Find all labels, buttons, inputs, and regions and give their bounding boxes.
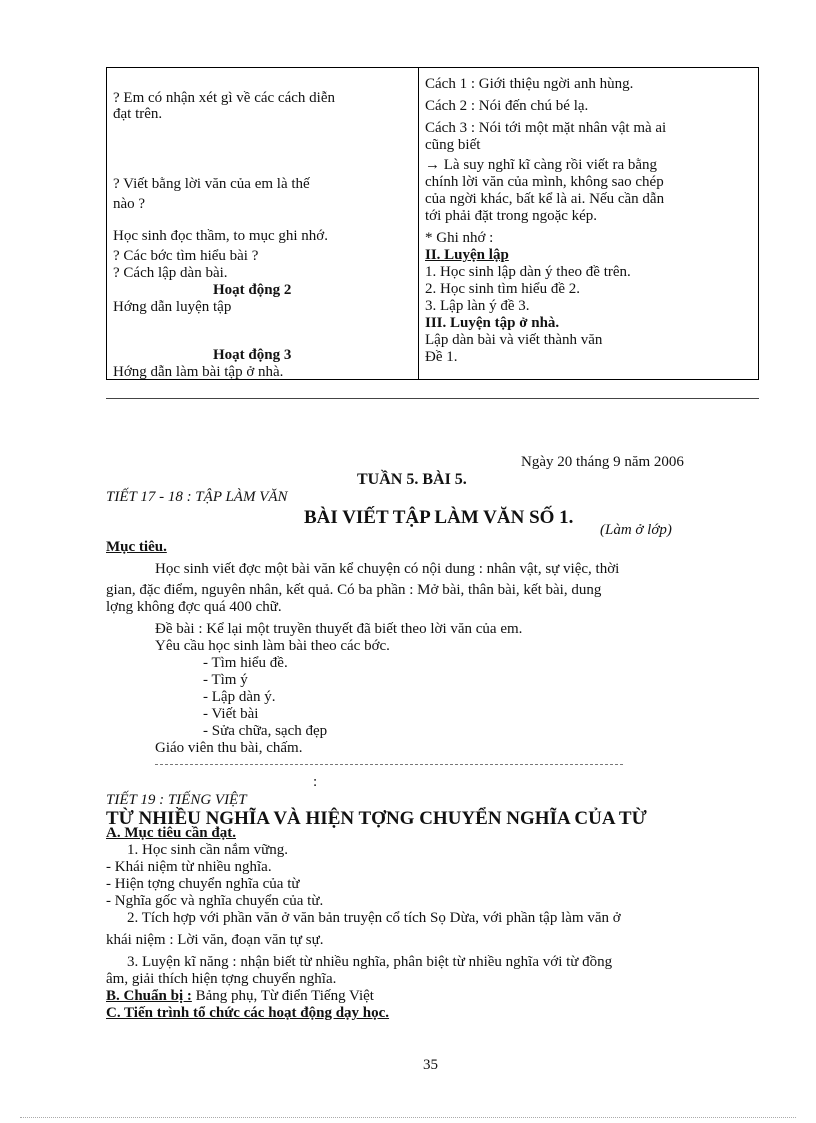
left-col-line-1: ? Em có nhận xét gì về các cách diễn xyxy=(113,90,335,106)
section-b-text: Bảng phụ, Từ điển Tiếng Việt xyxy=(191,988,374,1004)
practice-heading: II. Luyện lập xyxy=(425,247,509,263)
step-item: - Tìm hiểu đề. xyxy=(203,655,288,671)
lesson-1-title-note: (Làm ở lớp) xyxy=(600,522,672,538)
table-column-divider xyxy=(418,68,419,379)
right-col-line-2: Cách 2 : Nói đến chú bé lạ. xyxy=(425,98,589,114)
right-col-line-16: Đề 1. xyxy=(425,349,458,365)
date-line: Ngày 20 tháng 9 năm 2006 xyxy=(521,454,684,470)
right-col-line-11: 1. Học sinh lập dàn ý theo đề trên. xyxy=(425,264,631,280)
lesson-2-title: TỪ NHIỀU NGHĨA VÀ HIỆN TỢNG CHUYỂN NGHĨA CỦA TỪ xyxy=(106,808,647,829)
lesson-2-item-2-line-2: khái niệm : Lời văn, đoạn văn tự sự. xyxy=(106,932,324,948)
colon-mark: : xyxy=(313,774,318,790)
left-col-line-3: ? Viết bằng lời văn của em là thế xyxy=(113,176,310,192)
lesson-1-closing: Giáo viên thu bài, chấm. xyxy=(155,740,303,756)
week-line: TUẦN 5. BÀI 5. xyxy=(357,471,467,488)
lesson-1-request: Yêu cầu học sinh làm bài theo các bớc. xyxy=(155,638,390,654)
lesson-2-sub-2: - Hiện tợng chuyển nghĩa của từ xyxy=(106,876,300,892)
objective-heading: Mục tiêu. xyxy=(106,539,167,555)
lesson-1-para-1: Học sinh viết đợc một bài văn kể chuyện có nội dung : nhân vật, sự việc, thời xyxy=(155,561,620,577)
lesson-1-title: BÀI VIẾT TẬP LÀM VĂN SỐ 1. xyxy=(304,507,574,528)
right-col-line-4: cũng biết xyxy=(425,137,481,153)
right-col-line-13: 3. Lập làn ý đề 3. xyxy=(425,298,530,314)
lesson-2-label: TIẾT 19 : TIẾNG VIỆT xyxy=(106,792,247,808)
lesson-1-topic: Đề bài : Kể lại một truyền thuyết đã biết theo lời văn của em. xyxy=(155,621,523,637)
right-col-line-15: Lập dàn bài và viết thành văn xyxy=(425,332,603,348)
left-col-line-5: Học sinh đọc thầm, to mục ghi nhớ. xyxy=(113,228,328,244)
right-col-line-12: 2. Học sinh tìm hiểu đề 2. xyxy=(425,281,580,297)
lesson-2-item-2-line-1: 2. Tích hợp với phần văn ở văn bản truyện cổ tích Sọ Dừa, với phần tập làm văn ở xyxy=(127,910,621,926)
right-col-line-6: chính lời văn của mình, không sao chép xyxy=(425,174,664,190)
right-col-line-9: * Ghi nhớ : xyxy=(425,230,494,246)
activity-2-heading: Hoạt động 2 xyxy=(213,282,292,298)
lesson-2-sub-1: - Khái niệm từ nhiều nghĩa. xyxy=(106,859,272,875)
right-col-line-8: tới phải đặt trong ngoặc kép. xyxy=(425,208,598,224)
left-col-line-2: đạt trên. xyxy=(113,106,163,122)
homework-heading: III. Luyện tập ở nhà. xyxy=(425,315,560,331)
left-col-line-4: nào ? xyxy=(113,196,146,212)
step-item: - Lập dàn ý. xyxy=(203,689,276,705)
right-col-line-1: Cách 1 : Giới thiệu ngời anh hùng. xyxy=(425,76,634,92)
page-bottom-border xyxy=(20,1117,796,1118)
activity-3-heading: Hoạt động 3 xyxy=(213,347,292,363)
page-number: 35 xyxy=(423,1057,438,1073)
lesson-1-para-3: lợng không đợc quá 400 chữ. xyxy=(106,599,282,615)
left-col-line-9: Hớng dẫn luyện tập xyxy=(113,299,232,315)
step-item: - Tìm ý xyxy=(203,672,248,688)
right-col-line-3: Cách 3 : Nói tới một mặt nhân vật mà ai xyxy=(425,120,667,136)
left-col-line-7: ? Cách lập dàn bài. xyxy=(113,265,228,281)
dashed-separator xyxy=(155,764,623,765)
section-c-heading: C. Tiến trình tổ chức các hoạt động dạy học. xyxy=(106,1005,390,1021)
lesson-2-item-3-line-1: 3. Luyện kĩ năng : nhận biết từ nhiều nghĩa, phân biệt từ nhiều nghĩa với từ đồng xyxy=(127,954,613,970)
step-item: - Sửa chữa, sạch đẹp xyxy=(203,723,328,739)
lesson-2-item-1: 1. Học sinh cần nắm vững. xyxy=(127,842,289,858)
left-col-line-6: ? Các bớc tìm hiểu bài ? xyxy=(113,248,259,264)
right-col-line-5: → Là suy nghĩ kĩ càng rồi viết ra bằng xyxy=(425,157,658,173)
section-a-heading: A. Mục tiêu cần đạt. xyxy=(106,825,236,841)
lesson-2-item-3-line-2: âm, giải thích hiện tợng chuyển nghĩa. xyxy=(106,971,337,987)
section-b-line xyxy=(106,988,374,1005)
step-item: - Viết bài xyxy=(203,706,259,722)
section-divider xyxy=(106,398,759,399)
lesson-1-para-2: gian, đặc điểm, nguyên nhân, kết quả. Có ba phần : Mở bài, thân bài, kết bài, dung xyxy=(106,582,602,598)
lesson-2-sub-3: - Nghĩa gốc và nghĩa chuyển của từ. xyxy=(106,893,324,909)
lesson-1-label: TIẾT 17 - 18 : TẬP LÀM VĂN xyxy=(106,489,288,505)
right-col-line-7: của ngời khác, bất kể là ai. Nếu cần dẫn xyxy=(425,191,665,207)
left-col-line-11: Hớng dẫn làm bài tập ở nhà. xyxy=(113,364,284,380)
section-b-heading: B. Chuẩn bị : xyxy=(106,988,192,1004)
